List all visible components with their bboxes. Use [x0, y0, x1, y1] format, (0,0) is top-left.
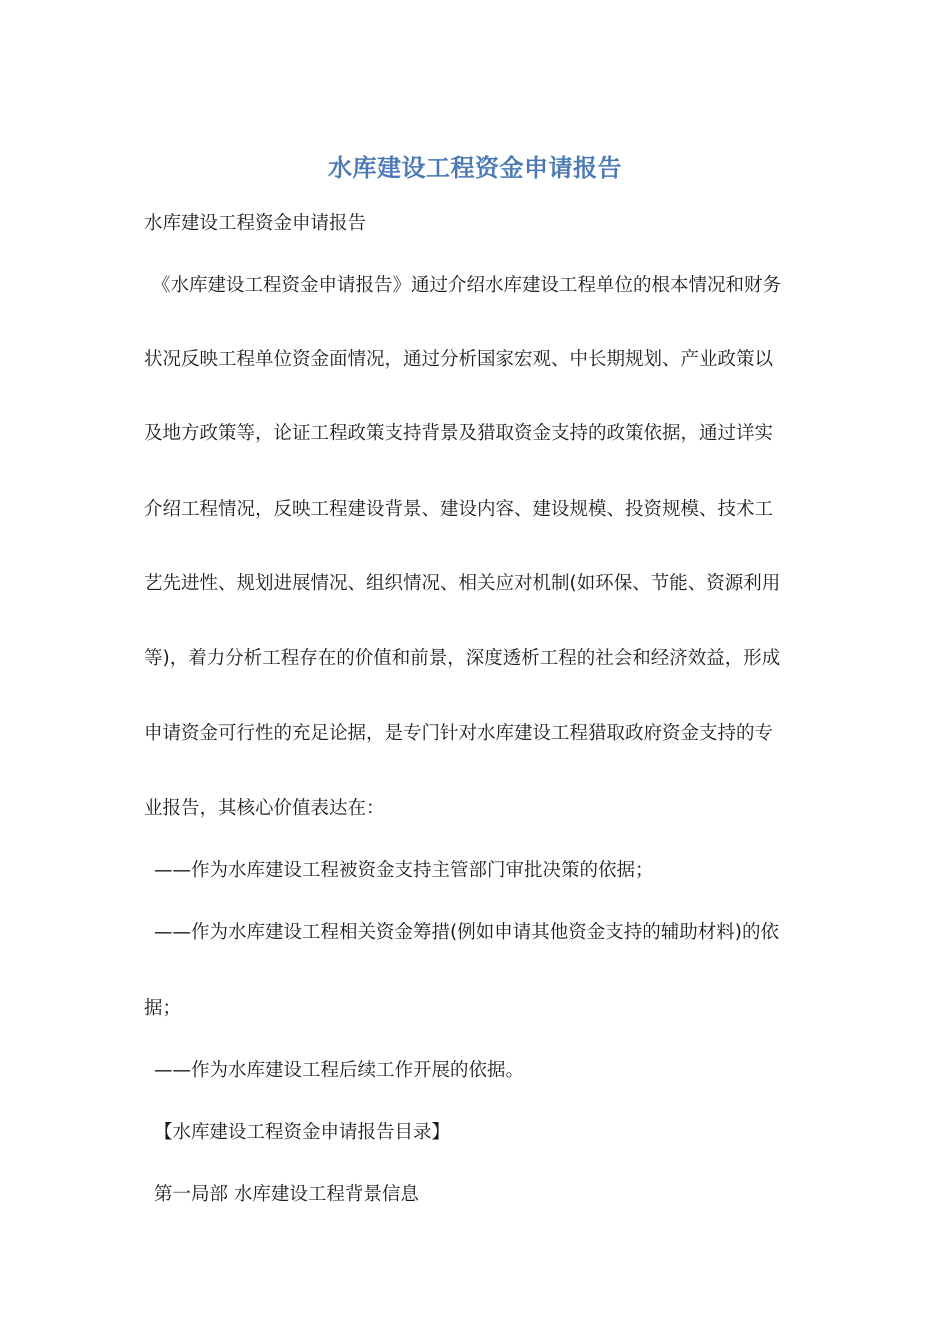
document-subtitle: 水库建设工程资金申请报告 [144, 213, 367, 234]
value-point-2: ——作为水库建设工程相关资金筹措(例如申请其他资金支持的辅助材料)的依 [154, 922, 779, 943]
value-point-1: ——作为水库建设工程被资金支持主管部门审批决策的依据； [154, 860, 654, 881]
intro-line-5: 艺先进性、规划进展情况、组织情况、相关应对机制(如环保、节能、资源利用 [144, 573, 781, 594]
document-title: 水库建设工程资金申请报告 [328, 154, 622, 182]
part-one-heading: 第一局部 水库建设工程背景信息 [154, 1184, 419, 1205]
intro-line-6: 等)，着力分析工程存在的价值和前景，深度透析工程的社会和经济效益，形成 [144, 648, 781, 669]
intro-line-3: 及地方政策等，论证工程政策支持背景及猎取资金支持的政策依据，通过详实 [144, 423, 774, 444]
intro-line-7: 申请资金可行性的充足论据，是专门针对水库建设工程猎取政府资金支持的专 [144, 723, 774, 744]
intro-line-8: 业报告，其核心价值表达在： [144, 798, 385, 819]
value-point-3: ——作为水库建设工程后续工作开展的依据。 [154, 1060, 525, 1081]
value-point-2-cont: 据； [144, 998, 182, 1019]
toc-heading: 【水库建设工程资金申请报告目录】 [154, 1122, 451, 1143]
intro-line-2: 状况反映工程单位资金面情况，通过分析国家宏观、中长期规划、产业政策以 [144, 349, 774, 370]
intro-line-1: 《水库建设工程资金申请报告》通过介绍水库建设工程单位的根本情况和财务 [152, 275, 782, 296]
intro-line-4: 介绍工程情况，反映工程建设背景、建设内容、建设规模、投资规模、技术工 [144, 499, 774, 520]
